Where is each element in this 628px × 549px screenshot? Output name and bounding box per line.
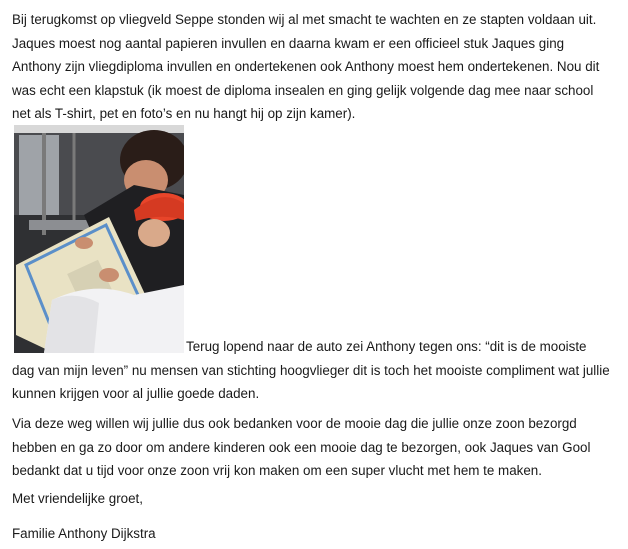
signature: Familie Anthony Dijkstra	[12, 526, 156, 541]
diploma-photo	[14, 125, 184, 353]
closing-greeting: Met vriendelijke groet,	[12, 491, 143, 506]
paragraph-best-day-quote: Terug lopend naar de auto zei Anthony tegen ons: “dit is de mooiste dag van mijn leven” nu mensen van stichting hoogvlieger dit is toch het mooiste compliment wat jullie kunnen krijgen voor al jullie goede daden.	[12, 339, 610, 401]
photo-image	[14, 125, 184, 353]
paragraph-return-arrival: Bij terugkomst op vliegveld Seppe stonden wij al met smacht te wachten en ze stapten voldaan uit. Jaques moest nog aantal papieren invullen en daarna kwam er een officieel stuk Jaques ging Anthony zijn vliegdiploma invullen en ondertekenen ook Anthony moest hem ondertekenen. Nou dit was echt een klapstuk (ik moest de diploma insealen en ging gelijk volgende dag mee naar school net als T-shirt, pet en foto’s en nu hangt hij op zijn kamer).	[12, 12, 600, 121]
paragraph-thanks: Via deze weg willen wij jullie dus ook bedanken voor de mooie dag die jullie onze zoon bezorgd hebben en ga zo door om andere kinderen ook een mooie dag te bezorgen, ook Jaques van Gool bedankt dat u tijd voor onze zoon vrij kon maken om een super vlucht met hem te maken.	[12, 416, 591, 478]
